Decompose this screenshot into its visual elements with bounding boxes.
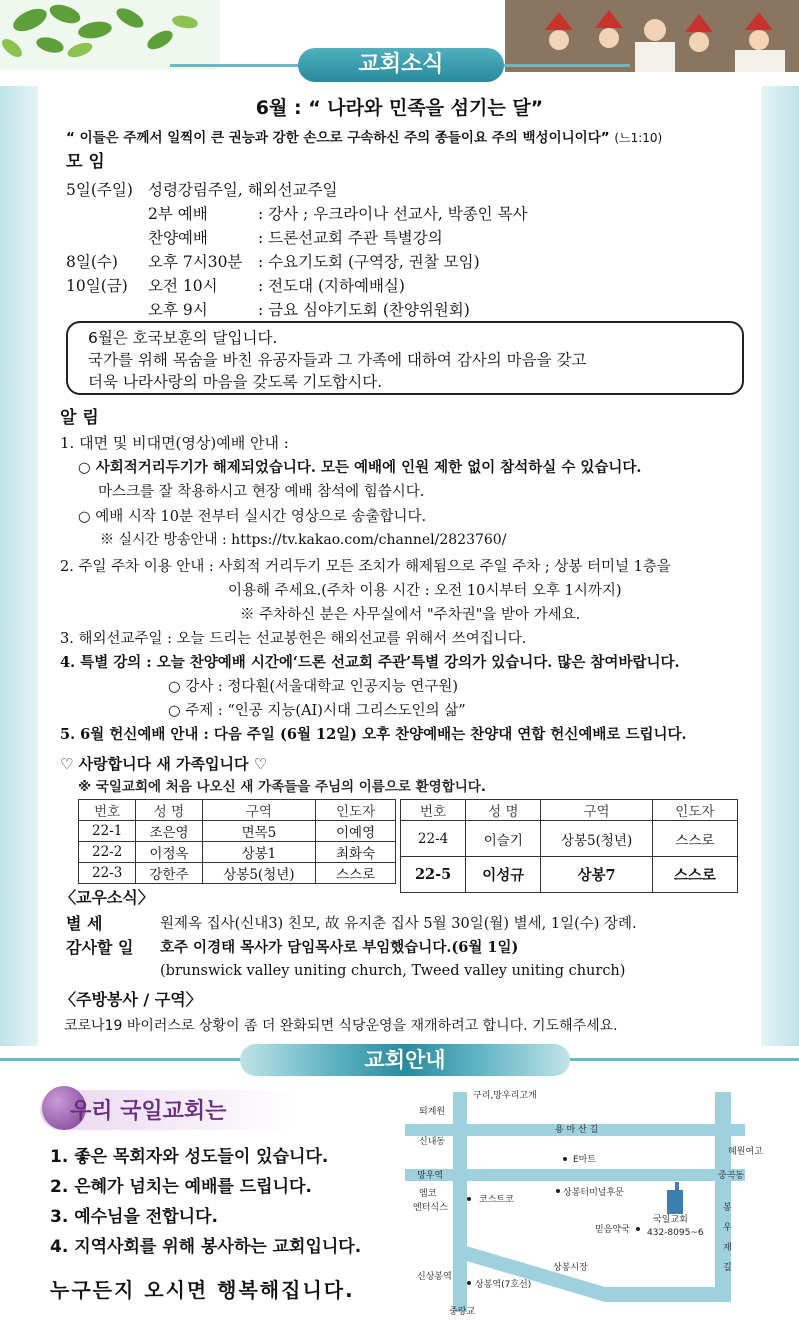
road-middle <box>405 1169 745 1181</box>
new-family-table-left <box>78 799 396 884</box>
announcement-bullet: ○ 예배 시작 10분 전부터 실시간 영상으로 송출합니다. <box>78 509 427 525</box>
leaves-decoration <box>0 0 220 70</box>
map-label: 코스트코 <box>479 1195 514 1205</box>
map-label: 신내동 <box>419 1137 446 1147</box>
gathering-time: 찬양예배 <box>148 229 208 247</box>
table-row <box>401 857 738 893</box>
cell: 스스로 <box>316 863 396 884</box>
church-info-title: 교회안내 <box>240 1044 570 1076</box>
section-title: 교회소식 <box>298 48 504 82</box>
kitchen-text: 코로나19 바이러스로 상황이 좀 더 완화되면 식당운영을 재개하려고 합니다. 기도해주세요. <box>64 1018 618 1034</box>
members-news-heading: 〈교우소식〉 <box>60 888 154 907</box>
map-label: 재 <box>723 1243 732 1253</box>
gathering-day: 5일(주일) <box>66 181 133 199</box>
cell: 이성규 <box>466 857 541 893</box>
new-family-heading: ♡ 사랑합니다 새 가족입니다 ♡ <box>60 755 268 773</box>
thanks-text-2: (brunswick valley uniting church, Tweed valley uniting church) <box>160 963 626 979</box>
gathering-desc: : 금요 심야기도회 (찬양위원회) <box>258 301 470 319</box>
new-family-table-right <box>400 799 738 893</box>
map-label: 중랑교 <box>449 1307 476 1317</box>
cell: 상봉5(청년) <box>541 821 652 857</box>
announcements-heading: 알 림 <box>60 408 99 428</box>
map-label: 용 마 산 길 <box>555 1125 599 1135</box>
table-header: 인도자 <box>652 800 737 821</box>
cell: 조은영 <box>136 821 202 842</box>
gathering-time: 2부 예배 <box>148 205 208 223</box>
church-feature: 1. 좋은 목회자와 성도들이 있습니다. <box>50 1147 329 1167</box>
cell: 이슬기 <box>466 821 541 857</box>
kitchen-heading: 〈주방봉사 / 구역〉 <box>60 990 202 1009</box>
cell: 최화숙 <box>316 842 396 863</box>
table-header: 성 명 <box>466 800 541 821</box>
gathering-time: 오전 10시 <box>148 277 218 295</box>
map-label: 길 <box>723 1263 732 1273</box>
table-row <box>79 842 396 863</box>
cell: 상봉5(청년) <box>202 863 316 884</box>
announcement-bullet: ○ 사회적거리두기가 해제되었습니다. 모든 예배에 인원 제한 없이 참석하실 수 있습니다. <box>78 459 642 476</box>
church-heading: 우리 국일교회는 <box>70 1099 227 1124</box>
table-header: 번호 <box>79 800 136 821</box>
announcement-item: 5. 6월 헌신예배 안내 : 다음 주일 (6월 12일) 오후 찬양예배는 찬양대 연합 헌신예배로 드립니다. <box>60 726 687 743</box>
church-building-icon <box>667 1182 683 1214</box>
broadcast-link[interactable]: ※ 실시간 방송안내 : https://tv.kakao.com/channel/2823760/ <box>100 532 507 548</box>
gathering-day: 8일(수) <box>66 253 118 271</box>
slogan: 누구든지 오시면 행복해집니다. <box>50 1278 355 1302</box>
church-feature: 4. 지역사회를 위해 봉사하는 교회입니다. <box>50 1237 362 1257</box>
cell: 면목5 <box>202 821 316 842</box>
map-label: 신상봉역 <box>417 1272 452 1282</box>
notice-line: 국가를 위해 목숨을 바친 유공자들과 그 가족에 대하여 감사의 마음을 갖고 <box>88 351 587 369</box>
frame-border-right <box>761 86 799 1046</box>
map-label: 구리,망우리고개 <box>473 1091 537 1101</box>
announcement-item: 이용해 주세요.(주차 이용 시간 : 오전 10시부터 오후 1시까지) <box>228 583 622 599</box>
map-label: 망우역 <box>417 1171 444 1181</box>
cell: 상봉7 <box>541 857 652 893</box>
map-label: 상봉역(7호선) <box>475 1280 532 1290</box>
gathering-desc: : 수요기도회 (구역장, 권찰 모임) <box>258 253 480 271</box>
death-label: 별 세 <box>66 914 103 933</box>
cell: 22-2 <box>79 842 136 863</box>
announcement-bullet: ○ 강사 : 정다훤(서울대학교 인공지능 연구원) <box>168 679 459 695</box>
cell: 22-4 <box>401 821 466 857</box>
map-label: 봉 <box>723 1203 732 1213</box>
cell: 스스로 <box>652 857 737 893</box>
announcement-item: 3. 해외선교주일 : 오늘 드리는 선교봉헌은 해외선교를 위해서 쓰여집니다. <box>60 631 527 647</box>
gathering-time: 오후 9시 <box>148 301 208 319</box>
table-row <box>401 821 738 857</box>
gathering-desc: : 전도대 (지하예배실) <box>258 277 405 295</box>
cell: 강한주 <box>136 863 202 884</box>
table-header: 성 명 <box>136 800 202 821</box>
table-header: 인도자 <box>316 800 396 821</box>
map-label: 국일교회 <box>653 1215 688 1225</box>
choir-photo <box>505 0 799 72</box>
cell: 이예영 <box>316 821 396 842</box>
announcement-item: 4. 특별 강의 : 오늘 찬양예배 시간에‘드론 선교회 주관’특별 강의가 있습니다. 많은 참여바랍니다. <box>60 654 680 671</box>
gathering-desc: : 강사 ; 우크라이나 선교사, 박종인 목사 <box>258 205 528 223</box>
table-row <box>79 821 396 842</box>
cell: 22-1 <box>79 821 136 842</box>
announcement-bullet: 마스크를 잘 착용하시고 현장 예배 참석에 힘씁시다. <box>98 484 425 500</box>
church-feature: 2. 은혜가 넘치는 예배를 드립니다. <box>50 1177 312 1197</box>
bible-verse: “ 이들은 주께서 일찍이 큰 권능과 강한 손으로 구속하신 주의 종들이요 주의 백성이니이다” (느1:10) <box>66 130 663 146</box>
cell: 스스로 <box>652 821 737 857</box>
gatherings-heading: 모 임 <box>66 152 105 172</box>
gathering-time: 오후 7시30분 <box>148 253 243 271</box>
gathering-time: 성령강림주일, 해외선교주일 <box>148 181 338 199</box>
announcement-bullet: ○ 주제 : “인공 지능(AI)시대 그리스도인의 삶” <box>168 703 466 719</box>
map-label: 432-8095~6 <box>647 1228 704 1238</box>
table-header: 구역 <box>202 800 316 821</box>
map-label: 혜원여고 <box>728 1147 763 1157</box>
location-map <box>405 1082 785 1322</box>
map-label: 엠코 <box>419 1189 437 1199</box>
cell: 이정옥 <box>136 842 202 863</box>
map-label: 퇴계원 <box>419 1107 446 1117</box>
map-label: 믿음약국 <box>595 1225 630 1235</box>
announcement-note: ※ 주차하신 분은 사무실에서 "주차권"을 받아 가세요. <box>240 607 581 623</box>
table-header: 구역 <box>541 800 652 821</box>
cell: 22-3 <box>79 863 136 884</box>
announcement-item: 2. 주일 주차 이용 안내 : 사회적 거리두기 모든 조치가 해제됨으로 주일 주차 ; 상봉 터미널 1층을 <box>60 559 671 575</box>
announcement-item: 1. 대면 및 비대면(영상)예배 안내 : <box>60 434 289 452</box>
table-header: 번호 <box>401 800 466 821</box>
gathering-desc: : 드론선교회 주관 특별강의 <box>258 229 443 247</box>
month-theme: 6월 : “ 나라와 민족을 섬기는 달” <box>255 97 544 119</box>
cell: 상봉1 <box>202 842 316 863</box>
notice-line: 더욱 나라사랑의 마음을 갖도록 기도합시다. <box>88 373 383 391</box>
frame-border-left <box>0 86 38 1046</box>
cell: 22-5 <box>401 857 466 893</box>
map-label: 우 <box>723 1223 732 1233</box>
church-feature: 3. 예수님을 전합니다. <box>50 1207 218 1227</box>
death-text: 원제옥 집사(신내3) 친모, 故 유지춘 집사 5월 30일(월) 별세, 1일(수) 장례. <box>160 916 637 932</box>
map-label: E마트 <box>573 1155 597 1165</box>
notice-line: 6월은 호국보훈의 달입니다. <box>88 329 278 347</box>
thanks-text: 호주 이경태 목사가 담임목사로 부임했습니다.(6월 1일) <box>160 939 519 956</box>
map-label: 상봉터미널후문 <box>563 1188 624 1198</box>
thanks-label: 감사할 일 <box>66 938 134 957</box>
map-label: 상봉시장 <box>553 1263 588 1273</box>
gathering-day: 10일(금) <box>66 277 128 295</box>
new-family-note: ※ 국일교회에 처음 나오신 새 가족들을 주님의 이름으로 환영합니다. <box>78 779 486 795</box>
table-row <box>79 863 396 884</box>
map-label: 엔터식스 <box>413 1203 448 1213</box>
map-label: 중곡동 <box>718 1171 745 1181</box>
